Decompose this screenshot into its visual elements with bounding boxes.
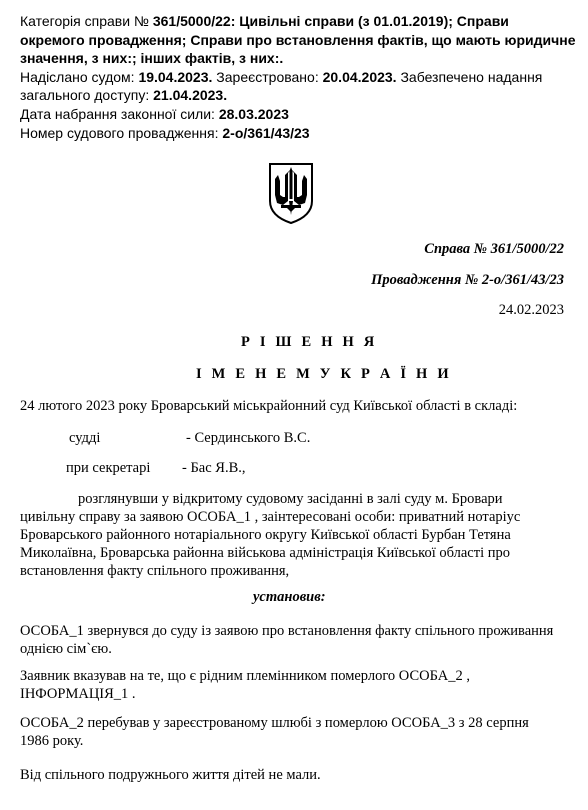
registered-date: 20.04.2023.: [322, 68, 397, 85]
access-label: Забезпечено надання загального доступу:: [20, 68, 543, 104]
considered-first-line: розглянувши у відкритому судовому засіданні в залі суду м. Бровари: [78, 491, 503, 507]
proceeding-number-header: Провадження № 2-о/361/43/23: [371, 272, 564, 288]
effect-date: 28.03.2023: [218, 105, 289, 122]
effect-line: [20, 105, 576, 124]
dates-line: [20, 68, 576, 105]
established-heading: установив:: [253, 589, 326, 605]
paragraph-1: ОСОБА_1 звернувся до суду із заявою про встановлення факту спільного проживання однією сім`єю.: [20, 623, 554, 657]
category-label: Категорія справи №: [20, 13, 153, 29]
proceeding-line: [20, 124, 576, 143]
category-line: [20, 12, 576, 68]
category-value: 361/5000/22: Цивільні справи (з 01.01.2019); Справи окремого провадження; Справи про встановлення фактів, що мають юридичне значення, з них:; інших фактів, з них:.: [20, 13, 576, 67]
secretary-label: при секретарі: [66, 460, 151, 476]
paragraph-2: Заявник вказував на те, що є рідним племінником померлого ОСОБА_2 , ІНФОРМАЦІЯ_1 .: [20, 668, 470, 702]
effect-label: Дата набрання законної сили:: [20, 105, 219, 122]
considered-paragraph: цивільну справу за заявою ОСОБА_1 , заінтересовані особи: приватний нотаріус Броварського районного нотаріального округу Київської області Бурбан Тетяна Миколаївна, Броварська районна військова адміністрація Київської області про встановлення факту спільного проживання,: [20, 509, 521, 579]
paragraph-3: ОСОБА_2 перебував у зареєстрованому шлюбі з померлою ОСОБА_3 з 28 серпня 1986 року.: [20, 715, 529, 749]
document-meta: [20, 12, 576, 142]
sent-label: Надіслано судом:: [20, 68, 139, 85]
decision-date: 24.02.2023: [498, 302, 564, 318]
judge-label: судді: [69, 430, 101, 446]
access-date: 21.04.2023.: [153, 87, 228, 104]
case-number: Справа № 361/5000/22: [424, 241, 564, 257]
sent-date: 19.04.2023.: [138, 68, 213, 85]
in-name-title: І М Е Н Е М У К Р А Ї Н И: [196, 366, 452, 382]
coat-of-arms-icon: [267, 161, 315, 225]
decision-title: Р І Ш Е Н Н Я: [241, 334, 378, 350]
proceeding-label: Номер судового провадження:: [20, 124, 223, 141]
paragraph-4: Від спільного подружнього життя дітей не мали.: [20, 767, 321, 783]
judge-name: - Сердинського В.С.: [186, 430, 311, 446]
registered-label: Зареєстровано:: [212, 68, 323, 85]
proceeding-number: 2-о/361/43/23: [222, 124, 310, 141]
intro-line: 24 лютого 2023 року Броварський міськрайонний суд Київської області в складі:: [20, 398, 518, 414]
secretary-name: - Бас Я.В.,: [182, 460, 246, 476]
